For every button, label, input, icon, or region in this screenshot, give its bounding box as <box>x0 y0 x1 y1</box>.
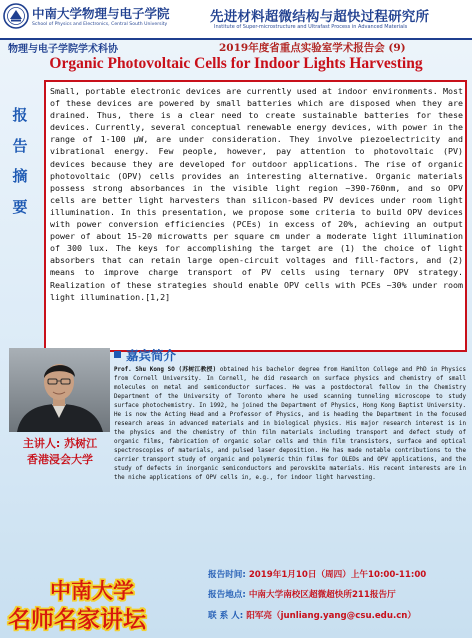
speaker-photo <box>9 348 110 432</box>
event-time <box>208 565 426 585</box>
abstract-label-char: 报 <box>12 106 28 124</box>
speaker-bio <box>114 366 466 483</box>
abstract-box <box>44 80 467 352</box>
abstract-text: Small, portable electronic devices are currently used at indoor environments. Most of these devices are powered by small batteries which are disposed when they are drained. Thus, there is a clear need to create sustainable batteries for these devices. Currently, several conceptual renewable energy devices, with power in the range of 1-100 μW, are under consideration. They involve piezoelectricity and vibrational energy. Few people, however, pay attention to photovoltaic (PV) devices because they are developed for outdoor applications. The rise of organic photovoltaic (OPV) cells provides an interesting alternative. Organic materials possess strong absorbances in the visible light region ~390-760nm, and so OPV cells are better light harvesters than silicon-based PV devices under room light illumination. In this presentation, we propose some criteria to build OPV devices with power conversion efficiencies (PCEs) in excess of 20%, achieving an output power of about 15-20 microwatts per square cm under a moderate light illumination of 300 lux. The keys for accomplishing the target are (1) the choice of light absorbers that can retain large open-circuit voltages and fill-factors, and (2) means to improve charge transport of PV cells using ternary OPV strategy. Realization of these strategies should enable OPV cells with PCEs ~30% under room light illumination.[1,2] <box>50 86 463 302</box>
university-emblem-icon <box>3 3 29 29</box>
event-info <box>208 565 426 626</box>
organizer-label: 物理与电子学院学术科协 <box>8 44 118 55</box>
abstract-label-char: 要 <box>12 197 28 216</box>
speaker-bio-name: Prof. Shu Kong SO (苏树江教授) <box>114 367 217 373</box>
square-bullet-icon <box>114 351 121 358</box>
school-name: 中南大学物理与电子学院 <box>32 6 170 21</box>
poster-header <box>0 0 472 38</box>
event-contact <box>208 606 426 626</box>
event-time-label: 报告时间: <box>208 570 246 580</box>
abstract-label-char: 摘 <box>12 167 28 185</box>
speaker-portrait-icon <box>9 348 110 432</box>
speaker-bio-heading-text: 嘉宾简介 <box>126 348 177 363</box>
speaker-affiliation: 香港浸会大学 <box>27 453 93 466</box>
speaker-bio-heading <box>114 346 176 364</box>
banner-line-2: 名师名家讲坛 <box>8 607 146 633</box>
banner-line-1: 中南大学 <box>50 579 134 603</box>
abstract-label-char: 告 <box>12 136 28 155</box>
event-time-value: 2019年1月10日（周四）上午10:00-11:00 <box>248 570 427 580</box>
speaker-name: 主讲人: 苏树江 <box>22 437 98 450</box>
speaker-bio-text: obtained his bachelor degree from Hamilton College and PhD in Physics from Cornell University. In Cornell, he did research on surface physics and chemistry of small molecules on metal and semiconductor surfaces. He was a postdoctoral fellow in the Chemistry Department of the University of Toronto where he used scanning tunneling microscope to study surface photochemistry. In 1992, he joined the Department of Physics, Hong Kong Baptist University. He is now the Acting Head and a Professor of Physics, and is heading the Department in the focused research areas in advanced materials and in biological physics. His major research interest is in the physics and the chemistry of thin film materials including transport and defect study of organic films, fabrication of organic solar cells and thin film transistors, surface and optical spectroscopies of materials, and pulsed laser deposition. He has made notable contributions to the carrier transport study of organic and polymeric thin films for OLEDs and OPV applications, and the study of defects in inorganic semiconductors and perovskite materials. His recent interests are in the niche applications of OPV cells in, e.g., for indoor light harvesting. <box>114 367 466 482</box>
event-place-label: 报告地点: <box>208 590 246 601</box>
talk-title: Organic Photovoltaic Cells for Indoor Lights Harvesting <box>49 55 423 72</box>
event-contact-label: 联 系 人: <box>208 610 244 621</box>
lecture-series-banner <box>6 570 161 636</box>
institute-name: 先进材料超微结构与超快过程研究所 <box>210 9 430 25</box>
school-name-en: School of Physics and Electronics, Central South University <box>32 22 168 27</box>
abstract-label <box>10 100 30 222</box>
speaker-caption <box>0 436 120 468</box>
event-place <box>208 585 426 605</box>
event-place-value: 中南大学南校区超微超快所211报告厅 <box>248 590 396 601</box>
lecture-series-label: 2019年度省重点实验室学术报告会 (9) <box>219 42 406 54</box>
institute-name-en: Institute of Super-microstructure and Ultrafast Process in Advanced Materials <box>214 24 408 30</box>
event-contact-value: 阳军亮（junliang.yang@csu.edu.cn） <box>246 610 417 621</box>
